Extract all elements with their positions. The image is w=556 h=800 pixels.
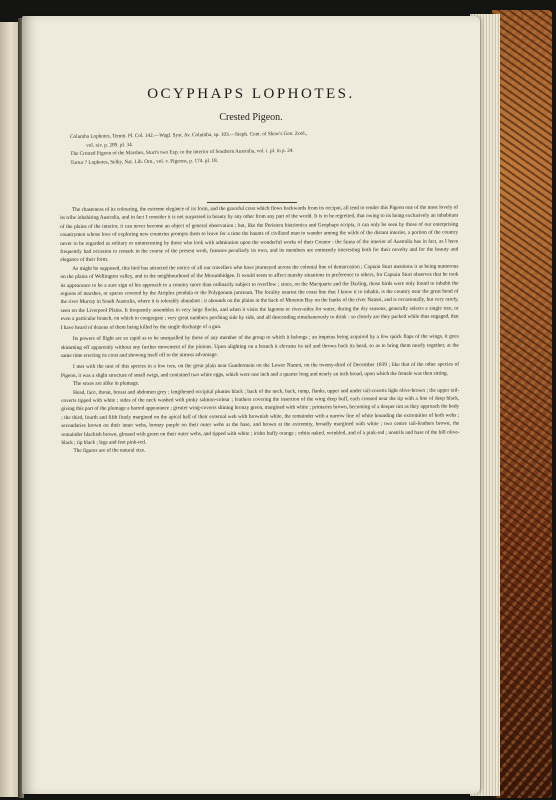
reference-line: vol. xiv. p. 289. pl. 34. <box>86 141 134 149</box>
book-page <box>22 16 480 794</box>
paragraph: The sexes are alike in plumage. <box>73 380 140 388</box>
page-title: OCYPHAPS LOPHOTES. <box>147 86 355 102</box>
facing-page-edge <box>0 22 18 797</box>
paragraph: Head, face, throat, breast and abdomen grey ; lengthened occipital plumes black ; back of the neck, back, rump, flanks, upper and under tail-coverts light olive-brown ; the upper tail-coverts tipped with white ; sides of the neck washed with pinky salmon-colour ; feathers covering the insertion of the wing deep buff, each crossed near the tip with a line of deep black, giving this part of the plumage a barred appearance ; greater wing-coverts shining bronzy green, margined with white ; primaries brown, becoming of a deeper tint as they approach the body ; the third, fourth and fifth finely margined on the apical half of their external web with brownish white, the remainder with a narrow line of white bounding the extremities of both webs ; secondaries brown on their inner webs, bronzy purple on their outer webs at the base, and brown at the extremity, broadly margined with white ; two centre tail-feathers brown, the remainder blackish brown, glossed with green on their outer webs, and tipped with white ; irides buffy orange ; orbits naked, wrinkled, and of a pink-red ; nostrils and base of the bill olive-black ; tip black ; legs and feet pink-red. <box>61 387 460 446</box>
section-divider <box>207 202 297 203</box>
paragraph: Its powers of flight are so rapid as to be unequalled by those of any member of the group to which it belongs ; an impetus being acquired by a few quick flaps of the wings, it goes skimming off apparently without any further movement of the pinions. Upon alighting on a branch it elevates its tail and throws back its head, so as to bring them nearly together, at the same time erecting its crest and showing itself off to the utmost advantage. <box>60 333 459 359</box>
reference-line: The Crested Pigeon of the Marshes, Sturt's two Exp. to the interior of Southern Australia, vol. i. pl. in p. 24. <box>70 148 294 158</box>
reference-line: Columba Lophotes, Temm. Pl. Col. 142.—Wagl. Syst. Av. Columba, sp. 103.—Steph. Cont. of Shaw's Gen. Zool., <box>70 130 308 140</box>
paragraph: The figures are of the natural size. <box>73 447 146 455</box>
synonymy-references <box>70 128 450 168</box>
common-name: Crested Pigeon. <box>219 112 283 123</box>
reference-line: Turtur ? Lophotes, Selby, Nat. Lib. Orn., vol. v. Pigeons, p. 174. pl. 18. <box>70 157 219 166</box>
paragraph: I met with the nest of this species in a low tree, on the great plain near Gundermein on the Lower Namoi, on the twenty-third of December 1839 ; like that of the other species of Pigeon, it was a slight structure of small twigs, and contained two white eggs, which were one inch and a quarter long and nearly an inch broad, upon which the female was then sitting. <box>61 361 459 379</box>
paragraph: As might be supposed, this bird has attracted the notice of all our travellers who have journeyed across the colonial line of demarcation ; Captain Sturt mentions it as being numerous on the plains of Wellington valley, and in the neighbourhood of the Morumbidgee. It would seem to affect marshy situations in preference to others, for Captain Sturt observes that he took its appearance to be a sure sign of his approach to a country more than ordinarily subject to overflow ; since, on the Macquarie and the Darling, those birds were only found to inhabit the regions of marshes, or spaces covered by the Atriplex pendula or the Polygonum junceum. The locality nearest the coast line that I know it to inhabit, is the country near the great bend of the river Murray in South Australia, where it is tolerably abundant ; it abounds on the plains at the back of Moreton Bay on the banks of the river Namoi, and is occasionally, but very rarely, seen on the Liverpool Plains. It frequently assembles in very large flocks, and when it visits the lagoons or river-sides for water, during the dry seasons, generally selects a single tree, or even a particular branch, on which to congregate ; very great numbers perching side by side, and all descending simultaneously to drink : so closely are they packed while thus engaged, that I have heard of dozens of them being killed by the single discharge of a gun. <box>60 263 459 331</box>
marbled-cover-edge <box>492 10 552 798</box>
body-text <box>60 204 460 456</box>
paragraph: The chasteness of its colouring, the extreme elegance of its form, and the graceful crest which flows backwards from its occiput, all tend to render this Pigeon one of the most lovely of its tribe inhabiting Australia, and in fact I consider it is not surpassed in beauty by any other from any part of the world. It is to be regretted, that owing to its being exclusively an inhabitant of the plains of the interior, it can never become an object of general observation ; but, like the Peristera histrionica and Geophaps scripta, it can only be seen by those of our enterprising countrymen whose love of exploring new countries prompts them to leave for a time the haunts of civilized man to wander among the wilds of the distant interior, a portion of the country never to be regarded as solitary or uninteresting by those who look with admiration upon the wonderful works of their Creator : the fauna of the interior of Australia has in fact, as I have frequently had occasion to remark in the course of the present work, features peculiarly its own, and its members are eminently interesting both for their novelty and for the beauty and elegance of their form. <box>60 204 459 264</box>
